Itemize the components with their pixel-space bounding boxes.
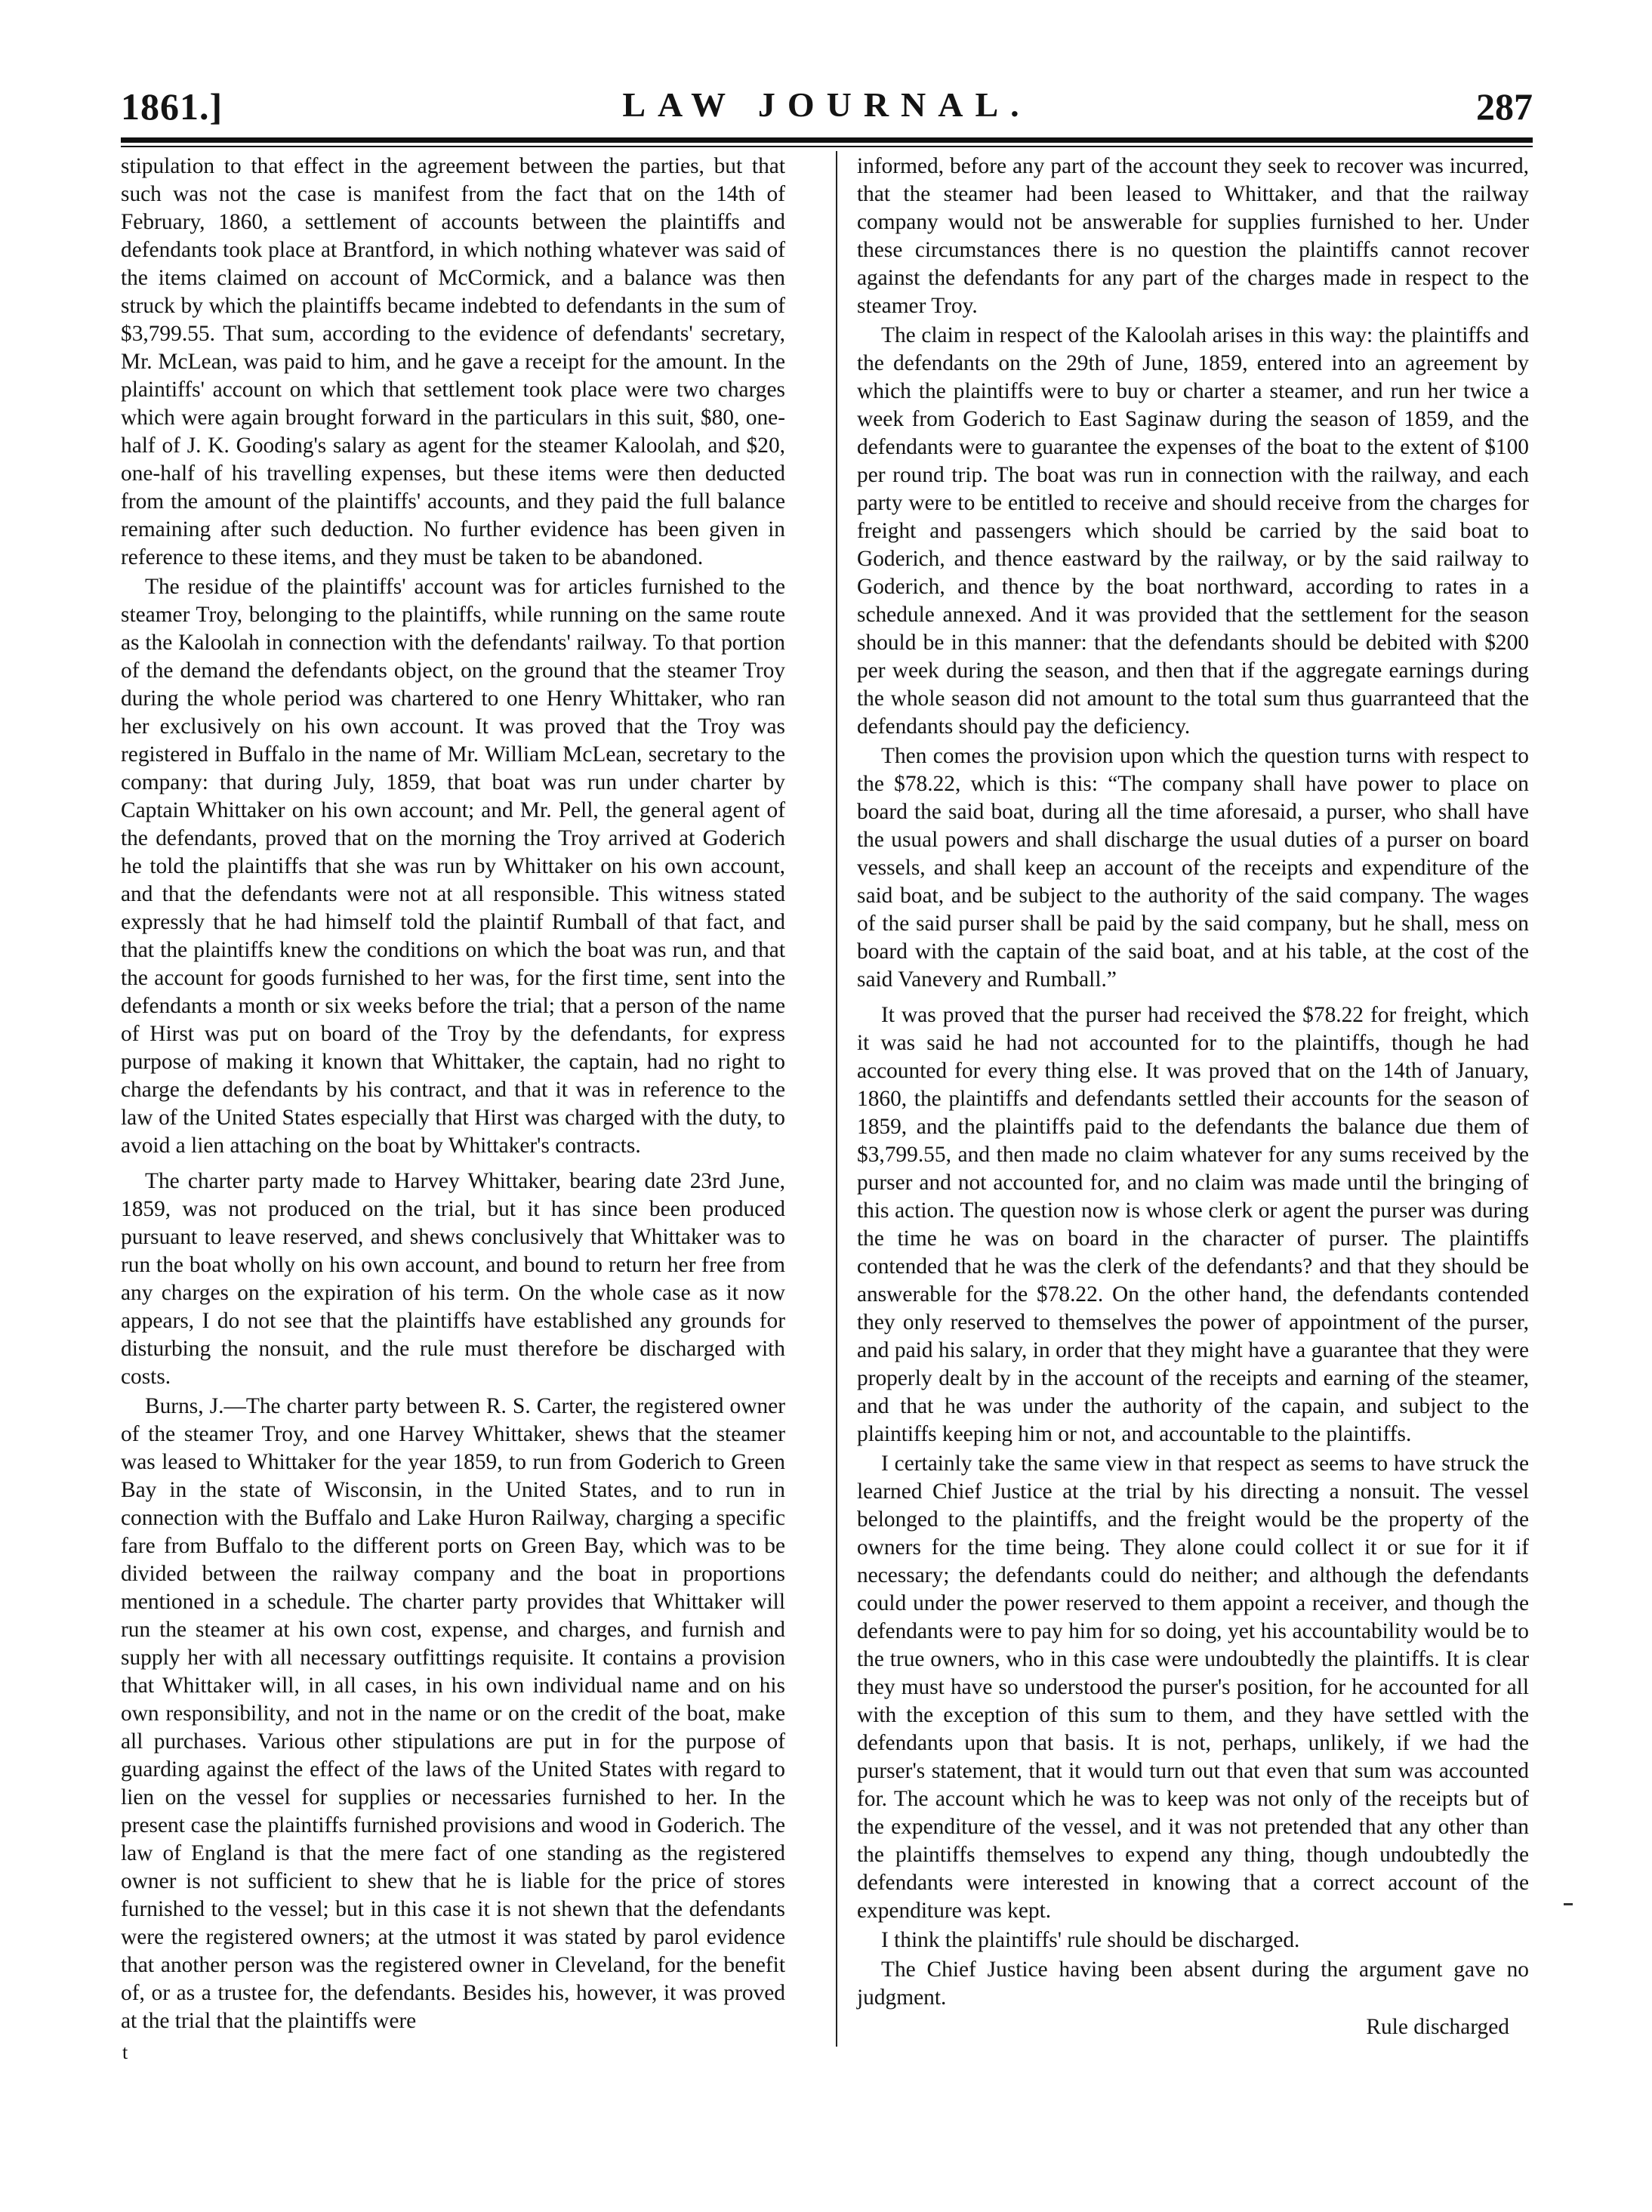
paragraph: informed, before any part of the account they seek to recover was incurred, that the steamer had been leased to Whittaker, and that the railway company would not be answerable for supplies furnished to her. Under these circumstances there is no question the plaintiffs cannot recover against the defendants for any part of the charges made in respect to the steamer Troy. [857, 154, 1529, 318]
journal-title: LAW JOURNAL. [622, 85, 1031, 124]
paragraph: Burns, J.—The charter party between R. S. Carter, the registered owner of the steamer Troy, and one Harvey Whittaker, shews that the steamer was leased to Whittaker for the year 1859, to run from Goderich to Green Bay in the state of Wisconsin, in the United States, and to run in connection with the Buffalo and Lake Huron Railway, charging a specific fare from Buffalo to the different ports on Green Bay, which was to be divided between the railway company and the boat in proportions mentioned in a schedule. The charter party provides that Whittaker will run the steamer at his own cost, expense, and charges, and furnish and supply her with all necessary outfittings requisite. It contains a provision that Whittaker will, in all cases, in his own individual name and on his own responsibility, and not in the name or on the credit of the boat, make all purchases. Various other stipulations are put in for the purpose of guarding against the effect of the laws of the United States with regard to lien on the vessel for supplies or necessaries furnished to her. In the present case the plaintiffs furnished provisions and wood in Goderich. The law of England is that the mere fact of one standing as the registered owner is not sufficient to shew that he is liable for the price of stores furnished to the vessel; but in this case it is not shewn that the defendants were the registered owners; at the utmost it was stated by parol evidence that another person was the registered owner in Cleveland, for the benefit of, or as a trustee for, the defendants. Besides his, however, it was proved at the trial that the plaintiffs were [121, 1394, 785, 2033]
page-number: 287 [1476, 85, 1533, 128]
page-header [121, 85, 1533, 137]
paragraph: I certainly take the same view in that respect as seems to have struck the learned Chief Justice at the trial by his directing a nonsuit. The vessel belonged to the plaintiffs, and the freight would be the property of the owners for the time being. They alone could collect it or sue for it if necessary; the defendants could do neither; and although the defendants could under the power reserved to them appoint a receiver, and though the defendants were to pay him for so doing, yet his accountability would be to the true owners, who in this case were undoubtedly the plaintiffs. It is clear they must have so understood the purser's position, for he accounted for all with the exception of this sum to them, and they have settled with the defendants upon that basis. It is not, perhaps, unlikely, if we had the purser's statement, that it would turn out that even that sum was accounted for. The account which he was to keep was not only of the receipts but of the expenditure of the vessel, and it was not pretended that any other than the plaintiffs themselves to expend any thing, though undoubtedly the defendants were interested in knowing that a correct account of the expenditure was kept. [857, 1452, 1529, 1923]
closing-line: Rule discharged [1366, 2015, 1509, 2039]
stray-mark: t [122, 2041, 128, 2063]
left-column [121, 153, 785, 2035]
paragraph: I think the plaintiffs' rule should be discharged. [881, 1928, 1300, 1952]
paragraph: It was proved that the purser had received the $78.22 for freight, which it was said he had not accounted for to the plaintiffs, though he had accounted for every thing else. It was proved that on the 14th of January, 1860, the plaintiffs and defendants settled their accounts for the season of 1859, and the plaintiffs paid to the defendants the balance due them of $3,799.55, and then made no claim whatever for any sums received by the purser and not accounted for, and no claim was made until the bringing of this action. The question now is whose clerk or agent the purser was during the time he was on board in the character of purser. The plaintiffs contended that he was the clerk of the defendants? and that they should be answerable for the $78.22. On the other hand, the defendants contended they only reserved to themselves the power of appointment of the purser, and paid his salary, in order that they might have a guarantee that they were properly dealt by in the account of the receipts and earning of the steamer, and that he was under the authority of the capain, and subject to the plaintiffs keeping him or not, and accountable to the plaintiffs. [857, 1003, 1529, 1446]
paragraph: The Chief Justice having been absent during the argument gave no judgment. [857, 1957, 1529, 2010]
paragraph: Then comes the provision upon which the question turns with respect to the $78.22, which is this: “The company shall have power to place on board the said boat, during all the time aforesaid, a purser, who shall have the usual powers and shall discharge the usual duties of a purser on board vessels, and shall keep an account of the receipts and expenditure of the said boat, and be subject to the authority of the said company. The wages of the said purser shall be paid by the said company, but he shall, mess on board with the captain of the said boat, and at his table, at the cost of the said Vanevery and Rumball.” [857, 744, 1529, 992]
paragraph: stipulation to that effect in the agreement between the parties, but that such was not the case is manifest from the fact that on the 14th of February, 1860, a settlement of accounts between the plaintiffs and defendants took place at Brantford, in which nothing whatever was said of the items claimed on account of McCormick, and a balance was then struck by which the plaintiffs became indebted to defendants in the sum of $3,799.55. That sum, according to the evidence of defendants' secretary, Mr. McLean, was paid to him, and he gave a receipt for the amount. In the plaintiffs' account on which that settlement took place were two charges which were again brought forward in the particulars in this suit, $80, one-half of J. K. Gooding's salary as agent for the steamer Kaloolah, and $20, one-half of his travelling expenses, but these items were then deducted from the amount of the plaintiffs' accounts, and they paid the full balance remaining after such deduction. No further evidence has been given in reference to these items, and they must be taken to be abandoned. [121, 154, 785, 569]
header-year: 1861.] [121, 85, 223, 128]
header-rule-thin [121, 146, 1533, 147]
column-divider [836, 151, 837, 2047]
paragraph: The residue of the plaintiffs' account was for articles furnished to the steamer Troy, belonging to the plaintiffs, while running on the same route as the Kaloolah in connection with the defendants' railway. To that portion of the demand the defendants object, on the ground that the steamer Troy during the whole period was chartered to one Henry Whittaker, who ran her exclusively on his own account. It was proved that the Troy was registered in Buffalo in the name of Mr. William McLean, secretary to the company: that during July, 1859, that boat was run under charter by Captain Whittaker on his own account; and Mr. Pell, the general agent of the defendants, proved that on the morning the Troy arrived at Goderich he told the plaintiffs that she was run by Whittaker on his own account, and that the defendants were not at all responsible. This witness stated expressly that he had himself told the plaintif Rumball of that fact, and that the plaintiffs knew the conditions on which the boat was run, and that the account for goods furnished to her was, for the first time, sent into the defendants a month or six weeks before the trial; that a person of the name of Hirst was put on board of the Troy by the defendants, for express purpose of making it known that Whittaker, the captain, had no right to charge the defendants by his contract, and that it was in reference to the law of the United States especially that Hirst was charged with the duty, to avoid a lien attaching on the boat by Whittaker's contracts. [121, 575, 785, 1158]
paragraph: The charter party made to Harvey Whittaker, bearing date 23rd June, 1859, was not produced on the trial, but it has since been produced pursuant to leave reserved, and shews conclusively that Whittaker was to run the boat wholly on his own account, and bound to return her free from any charges on the expiration of his term. On the whole case as it now appears, I do not see that the plaintiffs have established any grounds for disturbing the nonsuit, and the rule must therefore be discharged with costs. [121, 1169, 785, 1389]
right-column [857, 153, 1529, 2041]
header-rule-thick [121, 137, 1533, 143]
paragraph: The claim in respect of the Kaloolah arises in this way: the plaintiffs and the defendants on the 29th of June, 1859, entered into an agreement by which the plaintiffs were to buy or charter a steamer, and run her twice a week from Goderich to East Saginaw during the season of 1859, and the defendants were to guarantee the expenses of the boat to the extent of $100 per round trip. The boat was run in connection with the railway, and each party were to be entitled to receive and should receive from the charges for freight and passengers which should be carried by the said boat to Goderich, and thence eastward by the railway, or by the said railway to Goderich, and thence by the boat northward, according to rates in a schedule annexed. And it was provided that the settlement for the season should be in this manner: that the defendants should be debited with $200 per week during the season, and then that if the aggregate earnings during the whole season did not amount to the total sum thus guarranteed that the defendants should pay the deficiency. [857, 323, 1529, 739]
margin-dash-mark [1564, 1903, 1573, 1905]
